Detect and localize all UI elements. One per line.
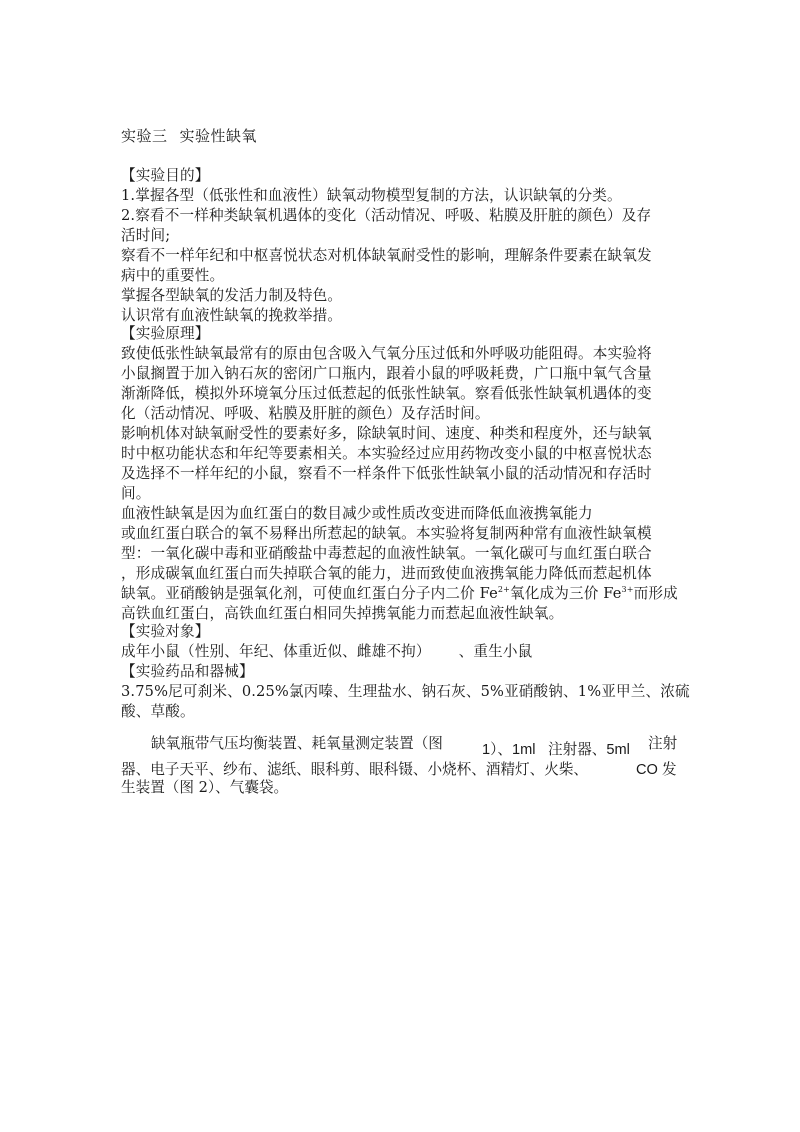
principle-p3-line-6: 高铁血红蛋白，高铁血红蛋白相同失掉携氧能力而惹起血液性缺氧。 (121, 605, 564, 622)
purpose-line-2a: 2.察看不一样种类缺氧机遇体的变化（活动情况、呼吸、粘膜及肝脏的颜色）及存 (121, 207, 652, 224)
title-name: 实验性缺氧 (179, 127, 258, 145)
fe2-charge: 2+ (497, 585, 510, 595)
equipment-line-1a: 缺氧瓶带气压均衡装置、耗氧量测定装置（图 (151, 735, 443, 752)
principle-p2-line-3: 及选择不一样年纪的小鼠，察看不一样条件下低张性缺氧小鼠的活动情况和存活时 (121, 465, 652, 482)
purpose-line-1: 1.掌握各型（低张性和血液性）缺氧动物模型复制的方法，认识缺氧的分类。 (121, 187, 622, 204)
equipment-line-1d: 注射 (648, 735, 678, 752)
equipment-line-1c: 注射器、5ml (548, 742, 630, 758)
equipment-line-2b: CO 发 (636, 762, 677, 778)
document-title (121, 126, 257, 146)
principle-p2-line-2: 时中枢功能状态和年纪等要素相关。本实验经过应用药物改变小鼠的中枢喜悦状态 (121, 445, 652, 462)
title-chapter: 实验三 (121, 127, 168, 145)
principle-p1-line-2: 小鼠搁置于加入钠石灰的密闭广口瓶内，跟着小鼠的呼吸耗费，广口瓶中氧气含量 (121, 365, 652, 382)
p3-line5-text-b: 氧化成为三价 Fe (510, 585, 622, 602)
principle-p3-line-1: 血液性缺氧是因为血红蛋白的数目减少或性质改变进而降低血液携氧能力 (121, 505, 593, 522)
heading-subject: 【实验对象】 (121, 623, 210, 640)
equipment-line-1b: 1）、1ml (482, 742, 536, 758)
heading-equipment: 【实验药品和器械】 (121, 663, 254, 680)
subject-newborn-mice: 、重生小鼠 (458, 643, 533, 660)
purpose-line-4: 掌握各型缺氧的发活力制及特色。 (121, 287, 343, 304)
drugs-line-1: 3.75%尼可刹米、0.25%氯丙嗪、生理盐水、钠石灰、5%亚硝酸钠、1%亚甲兰、浓硫 (121, 683, 690, 700)
p3-line5-text-c: 而形成 (633, 585, 678, 602)
subject-adult-mice: 成年小鼠（性别、年纪、体重近似、雌雄不拘） (121, 643, 431, 660)
heading-principle: 【实验原理】 (121, 325, 210, 342)
equipment-line-2a: 器、电子天平、纱布、滤纸、眼科剪、眼科镊、小烧杯、酒精灯、火柴、 (121, 761, 589, 778)
principle-p3-line-5 (121, 584, 678, 604)
principle-p2-line-4: 间。 (121, 485, 151, 502)
equipment-line-3: 生装置（图 2）、气囊袋。 (121, 779, 289, 796)
drugs-line-2: 酸、草酸。 (121, 703, 195, 720)
subject-line (121, 642, 532, 662)
principle-p2-line-1: 影响机体对缺氧耐受性的要素好多，除缺氧时间、速度、种类和程度外，还与缺氧 (121, 425, 652, 442)
principle-p1-line-1: 致使低张性缺氧最常有的原由包含吸入气氧分压过低和外呼吸功能阻碍。本实验将 (121, 345, 652, 362)
principle-p3-line-2: 或血红蛋白联合的氧不易释出所惹起的缺氧。本实验将复制两种常有血液性缺氧模 (121, 525, 652, 542)
purpose-line-3b: 病中的重要性。 (121, 267, 225, 284)
fe3-charge: 3+ (621, 585, 634, 595)
purpose-line-5: 认识常有血液性缺氧的挽救举措。 (121, 307, 343, 324)
purpose-line-2b: 活时间; (121, 227, 171, 244)
heading-purpose: 【实验目的】 (121, 167, 210, 184)
principle-p3-line-4: ，形成碳氧血红蛋白而失掉联合氧的能力，进而致使血液携氧能力降低而惹起机体 (121, 565, 652, 582)
principle-p3-line-3: 型：一氧化碳中毒和亚硝酸盐中毒惹起的血液性缺氧。一氧化碳可与血红蛋白联合 (121, 545, 652, 562)
principle-p1-line-3: 渐渐降低，模拟外环境氧分压过低惹起的低张性缺氧。察看低张性缺氧机遇体的变 (121, 385, 652, 402)
p3-line5-text-a: 缺氧。亚硝酸钠是强氧化剂，可使血红蛋白分子内二价 Fe (121, 585, 498, 602)
purpose-line-3a: 察看不一样年纪和中枢喜悦状态对机体缺氧耐受性的影响，理解条件要素在缺氧发 (121, 247, 652, 264)
principle-p1-line-4: 化（活动情况、呼吸、粘膜及肝脏的颜色）及存活时间。 (121, 405, 490, 422)
